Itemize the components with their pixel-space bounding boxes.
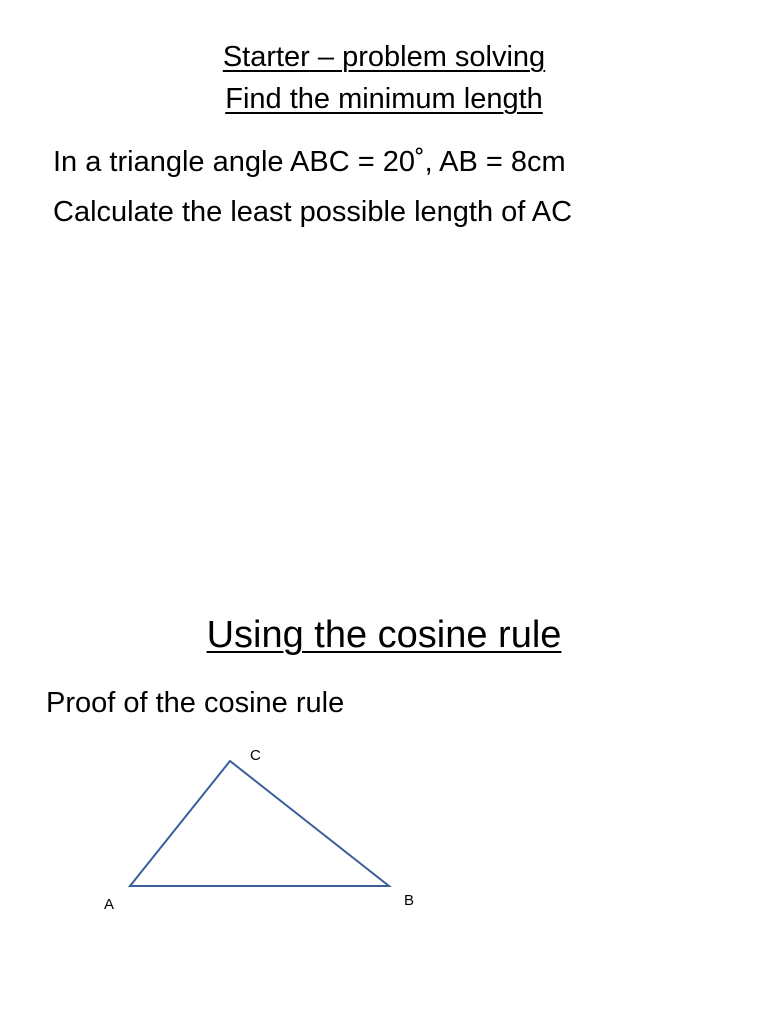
triangle-abc [130, 761, 389, 886]
vertex-label-b: B [404, 892, 415, 909]
starter-subtitle: Find the minimum length [225, 83, 543, 115]
vertex-label-c: C [250, 747, 261, 764]
proof-label: Proof of the cosine rule [46, 687, 345, 719]
vertex-label-a: A [104, 896, 115, 913]
question-line-1: In a triangle angle ABC = 20˚, AB = 8cm [53, 146, 566, 178]
question-line-2: Calculate the least possible length of AC [53, 196, 573, 228]
starter-title: Starter – problem solving [222, 41, 546, 73]
section-heading: Using the cosine rule [206, 614, 562, 656]
